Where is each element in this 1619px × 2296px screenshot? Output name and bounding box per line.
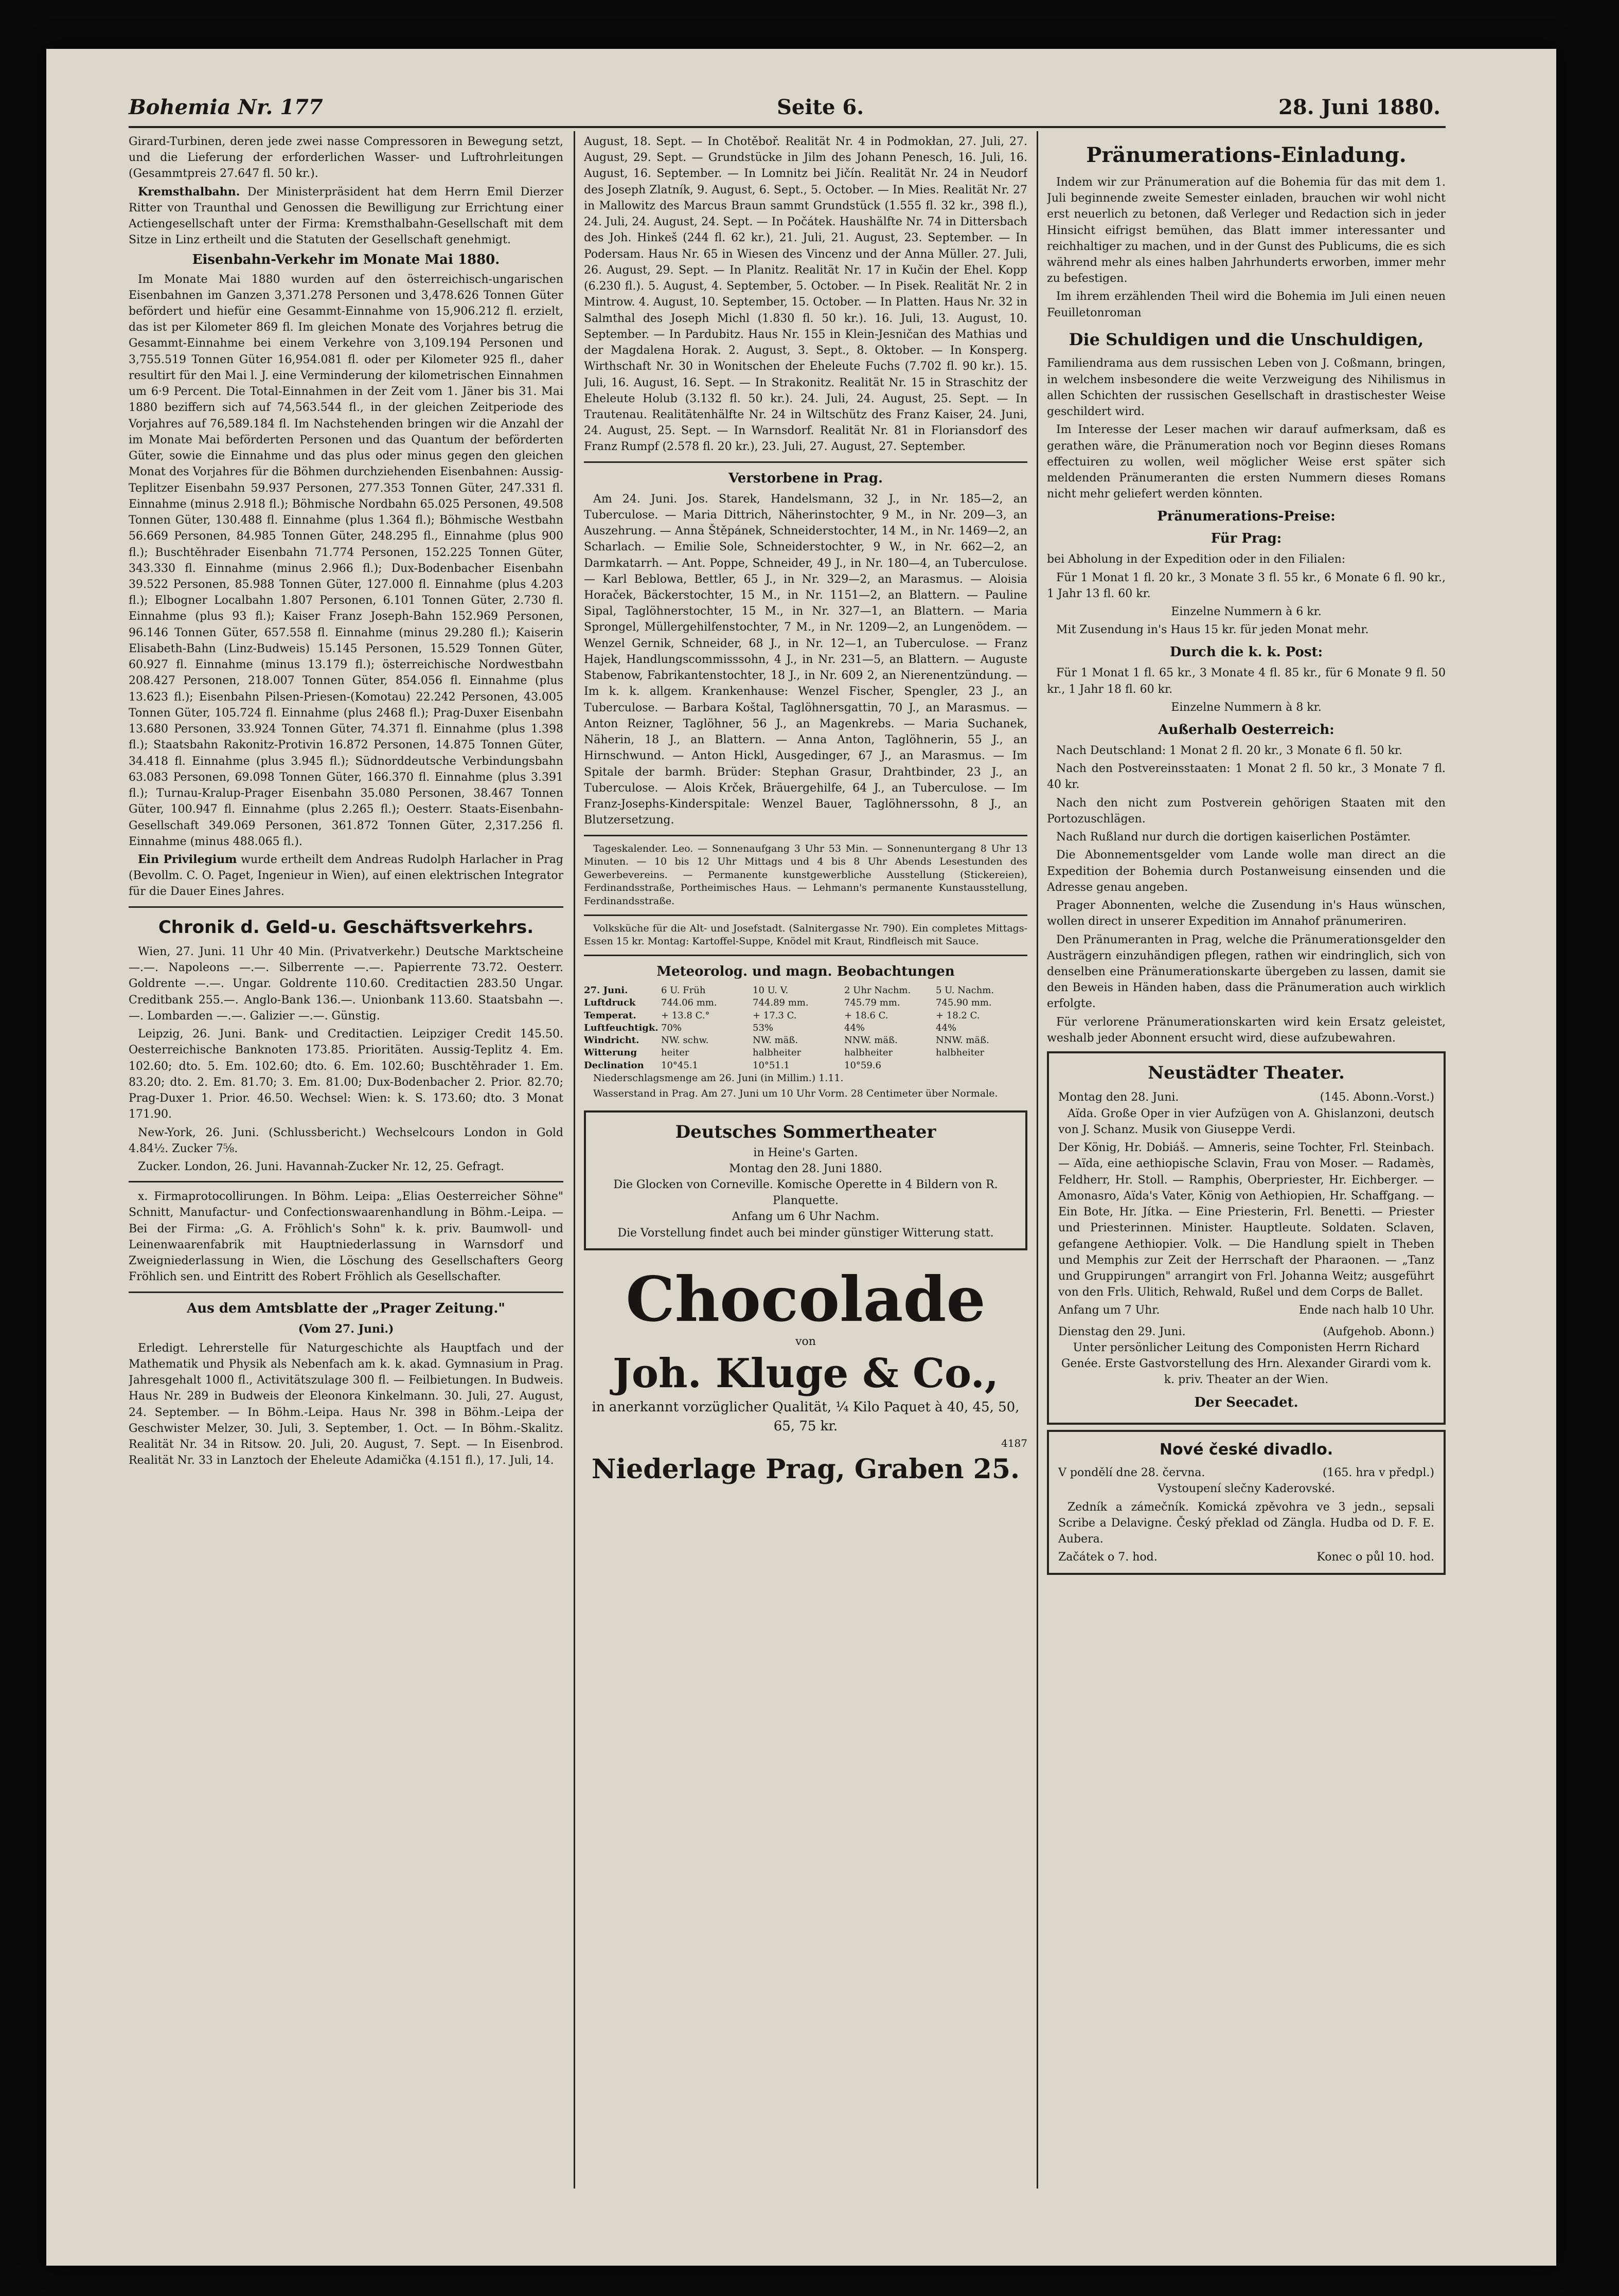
nove-times — [1058, 1549, 1434, 1565]
amtsblatt-text: Erledigt. Lehrerstelle für Naturgeschichte als Hauptfach und der Mathematik und Physik als Nebenfach am k. k. akad. Gymnasium in Prag. Jahresgehalt 1000 fl., Activitätszulage 300 fl. — Feilbietungen. In Budweis. Haus Nr. 289 in Budweis der Eleonora Kinkelmann. 30. Juli, 27. August, 24. September. — In Böhm.-Leipa. Haus Nr. 398 in Böhm.-Leipa der Geschwister Melzer, 30. Juli, 3. September, 1. Oct. — In Böhm.-Skalitz. Realität Nr. 34 in Ritsow. 20. Juli, 20. August, 7. Sept. — In Eisenbrod. Realität Nr. 33 in Lanztoch der Eheleute Adamička (4.151 fl.), 17. Juli, 14. — [129, 1341, 563, 1467]
meteo-cell: + 18.2 C. — [936, 1010, 980, 1021]
meteo-cell: 10 U. V. — [753, 984, 789, 996]
column-rule-1 — [574, 131, 575, 2189]
neustaedter-end: Ende nach halb 10 Uhr. — [1298, 1304, 1434, 1317]
header-center: Seite 6. — [777, 95, 864, 119]
meteo-row — [584, 1060, 1027, 1072]
newyork-paragraph: New-York, 26. Juni. (Schlussbericht.) Wechselcours London in Gold 4.84½. Zucker 7⅝. — [129, 1126, 563, 1155]
meteo-cell: + 13.8 C.° — [661, 1010, 710, 1021]
volkskueche-text: Volksküche für die Alt- und Josefstadt. (Salnitergasse Nr. 790). Ein completes Mittags-Essen 15 kr. Montag: Kartoffel-Suppe, Knödel mit Kraut, Rindfleisch mit Sauce. — [584, 922, 1027, 947]
meteo-cell: 744.06 mm. — [661, 997, 717, 1009]
neustaedter-seecadet: Der Seecadet. — [1194, 1394, 1298, 1410]
kluge-location: Niederlage Prag, Graben 25. — [591, 1453, 1020, 1485]
meteo-header-row — [584, 984, 1027, 997]
meteo-cell: NNW. mäß. — [936, 1035, 989, 1046]
meteo-cell: 745.79 mm. — [844, 997, 900, 1009]
kluge-number: 4187 — [1001, 1437, 1027, 1449]
meteo-heading: Meteorolog. und magn. Beobachtungen — [656, 964, 955, 979]
neustaedter-dateline — [1058, 1089, 1434, 1105]
praenumeration-p3: Familiendrama aus dem russischen Leben von J. Coßmann, bringen, in welchem insbesondere die weite Verzweigung des Nihilismus in allen Schichten der russischen Gesellschaft in drastischester Weise geschildert wird. — [1047, 357, 1446, 419]
meteo-cell: 744.89 mm. — [753, 997, 809, 1009]
neustaedter-aufgeh: (Aufgehob. Abonn.) — [1323, 1325, 1434, 1338]
meteo-wasserstand: Wasserstand in Prag. Am 27. Juni um 10 Uhr Vorm. 28 Centimeter über Normale. — [593, 1087, 998, 1099]
meteo-cell: Luftfeuchtigk. — [584, 1022, 659, 1033]
fuer-prag-heading: Für Prag: — [1211, 531, 1282, 547]
kremsthal-text: Der Ministerpräsident hat dem Herrn Emil Dierzer Ritter von Traunthal und Genossen die Bewilligung zur Errichtung einer Actiengesellschaft unter der Firma: Kremsthalbahn-Gesellschaft mit dem Sitze in Linz ertheilt und die Statuten der Gesellschaft genehmigt. — [129, 185, 563, 247]
preise-heading: Pränumerations-Preise: — [1157, 509, 1336, 525]
meteo-row — [584, 1047, 1027, 1059]
meteo-cell: heiter — [661, 1047, 689, 1059]
privilegium-paragraph — [129, 852, 563, 900]
prag-einzeln: Einzelne Nummern à 6 kr. — [1171, 605, 1322, 618]
praenumeration-p2: Im ihrem erzählenden Theil wird die Bohemia im Juli einen neuen Feuilletonroman — [1047, 290, 1446, 319]
praenumeration-p8: Für verlorene Pränumerationskarten wird kein Ersatz geleistet, weshalb jeder Abonnent ersucht wird, diese aufzubewahren. — [1047, 1015, 1446, 1045]
privilegium-heading: Ein Privilegium — [138, 852, 237, 866]
column-left — [129, 134, 563, 2191]
meteo-row — [584, 1034, 1027, 1047]
meteo-cell: halbheiter — [844, 1047, 893, 1059]
meteo-row — [584, 1022, 1027, 1034]
meteo-cell: 10°51.1 — [753, 1060, 790, 1071]
nove-divadlo-box — [1047, 1430, 1446, 1575]
meteo-cell: 70% — [661, 1022, 682, 1033]
sommertheater-date: Montag den 28. Juni 1880. — [729, 1162, 882, 1175]
ausland-deutschland: Nach Deutschland: 1 Monat 2 fl. 20 kr., 3 Monate 6 fl. 50 kr. — [1056, 744, 1402, 757]
meteo-cell: 6 U. Früh — [661, 984, 706, 996]
praenumeration-p1: Indem wir zur Pränumeration auf die Bohemia für das mit dem 1. Juli beginnende zweite Semester einladen, brauchen wir wohl nicht erst neuerlich zu betonen, daß Verleger und Redaction sich in jeder Hinsicht eifrigst bemühen, das Blatt immer interessanter und reichhaltiger zu machen, und in der Gunst des Publicums, die es sich während mehr als eines halben Jahrhunderts erworben, immer mehr zu befestigen. — [1047, 175, 1446, 285]
neustaedter-box — [1047, 1051, 1446, 1424]
header-rule — [129, 126, 1446, 128]
privilegium-text: wurde ertheilt dem Andreas Rudolph Harlacher in Prag (Bevollm. C. O. Paget, Ingenieur in Wien), auf einen elektrischen Integrator für die Dauer Eines Jahres. — [129, 853, 563, 899]
meteo-cell: + 18.6 C. — [844, 1010, 888, 1021]
divider — [584, 955, 1027, 956]
meteo-cell: Luftdruck — [584, 997, 636, 1009]
neustaedter-abonn: (145. Abonn.-Vorst.) — [1320, 1091, 1434, 1104]
divider — [129, 1292, 563, 1293]
kremsthal-heading: Kremsthalbahn. — [138, 185, 240, 199]
roman-title: Die Schuldigen und die Unschuldigen, — [1069, 329, 1424, 349]
verstorbene-text: Am 24. Juni. Jos. Starek, Handelsmann, 32 J., in Nr. 185—2, an Tuberculose. — Maria Dittrich, Näherinstochter, 9 M., in Nr. 209—3, an Auszehrung. — Anna Štěpánek, Schneiderstochter, 14 M., in Nr. 1469—2, an Scharlach. — Emilie Sole, Schneiderstochter, 9 W., in Nr. 662—2, an Darmkatarrh. — Ant. Poppe, Schneider, 49 J., in Nr. 180—4, an Tuberculose. — Karl Beblowa, Bettler, 65 J., in Nr. 329—2, an Marasmus. — Aloisia Horaček, Bäckerstochter, 15 M., in Nr. 1151—2, an Blattern. — Pauline Sipal, Taglöhnerstochter, 15 M., in Nr. 327—1, an Blattern. — Maria Sprongel, Müllergehilfenstochter, 7 M., in Nr. 1209—2, an Lungenödem. — Wenzel Gernik, Schneider, 68 J., in Nr. 12—1, an Tuberculose. — Franz Hajek, Handlungscommisssohn, 4 J., in Nr. 231—5, an Blattern. — Auguste Stabenow, Fabrikantenstochter, 18 J., in Nr. 609 2, an Nierenentzündung. — Im k. k. allgem. Krankenhause: Wenzel Fischer, Spengler, 23 J., an Tuberculose. — Barbara Koštal, Taglöhnersgattin, 70 J., an Marasmus. — Anton Reizner, Taglöhner, 56 J., an Magenkrebs. — Maria Suchanek, Näherin, 18 J., an Blattern. — Anna Anton, Taglöhnerin, 55 J., an Hirnschwund. — Anton Hickl, Ausgedinger, 67 J., an Marasmus. — Im Spitale der barmh. Brüder: Stephan Grasur, Drahtbinder, 23 J., an Tuberculose. — Alois Krček, Bräuergehilfe, 64 J., an Tuberculose. — Im Franz-Josephs-Kinderspitale: Wenzel Bauer, Taglöhnerssohn, 8 J., an Blutzersetzung. — [584, 492, 1027, 827]
neustaedter-times — [1058, 1302, 1434, 1318]
praenumeration-p6: Prager Abonnenten, welche die Zusendung in's Haus wünschen, wollen direct in unserer Expedition im Annahof pränumeriren. — [1047, 899, 1446, 928]
eisenbahn-text: Im Monate Mai 1880 wurden auf den österreichisch-ungarischen Eisenbahnen im Ganzen 3,371.278 Personen und 3,478.626 Tonnen Güter befördert und hiefür eine Gesammt-Einnahme von 15,906.212 fl. erzielt, das ist per Kilometer 869 fl. Im gleichen Monate des Vorjahres betrug die Gesammt-Einnahme bei einem Verkehre von 3,109.194 Personen und 3,755.519 Tonnen Güter 16,954.081 fl. oder per Kilometer 925 fl., daher resultirt für den Mai l. J. eine Verminderung der kilometrischen Einnahmen um 6·9 Percent. Die Total-Einnahmen in der Zeit vom 1. Jäner bis 31. Mai 1880 beziffern sich auf 74,563.544 fl., in der gleichen Zeitperiode des Vorjahres auf 76,589.184 fl. Im Nachstehenden bringen wir die Anzahl der im Monate Mai beförderten Personen und das Quantum der beförderten Güter, sowie die Einnahme und das plus oder minus gegen den gleichen Monat des Vorjahres für die Böhmen durchziehenden Eisenbahnen: Aussig-Teplitzer Eisenbahn 59.937 Personen, 277.353 Tonnen Güter, 247.331 fl. Einnahme (minus 2.918 fl.); Böhmische Nordbahn 65.025 Personen, 49.508 Tonnen Güter, 130.488 fl. Einnahme (plus 1.364 fl.); Böhmische Westbahn 56.669 Personen, 84.985 Tonnen Güter, 248.295 fl., Einnahme (plus 900 fl.); Buschtěhrader Eisenbahn 71.774 Personen, 152.225 Tonnen Güter, 343.330 fl. Einnahme (minus 2.966 fl.); Dux-Bodenbacher Eisenbahn 39.522 Personen, 85.988 Tonnen Güter, 127.000 fl. Einnahme (plus 4.203 fl.); Elbogner Localbahn 1.807 Personen, 6.101 Tonnen Güter, 2.730 fl. Einnahme (plus 93 fl.); Kaiser Franz Joseph-Bahn 152.969 Personen, 96.146 Tonnen Güter, 657.558 fl. Einnahme (minus 29.280 fl.); Kaiserin Elisabeth-Bahn (Linz-Budweis) 15.145 Personen, 15.529 Tonnen Güter, 60.927 fl. Einnahme (minus 13.179 fl.); österreichische Nordwestbahn 208.427 Personen, 218.007 Tonnen Güter, 854.056 fl. Einnahme (plus 13.623 fl.); Eisenbahn Pilsen-Priesen-(Komotau) 22.242 Personen, 43.005 Tonnen Güter, 105.724 fl. Einnahme (plus 2468 fl.); Prag-Duxer Eisenbahn 13.680 Personen, 33.924 Tonnen Güter, 74.371 fl. Einnahme (plus 1.398 fl.); Staatsbahn Rakonitz-Protivin 16.872 Personen, 14.875 Tonnen Güter, 34.418 fl. Einnahme (plus 3.945 fl.); Südnorddeutsche Verbindungsbahn 63.083 Personen, 69.098 Tonnen Güter, 166.370 fl. Einnahme (plus 3.391 fl.); Turnau-Kralup-Prager Eisenbahn 35.080 Personen, 38.467 Tonnen Güter, 100.947 fl. Einnahme (plus 2.265 fl.); Oesterr. Staats-Eisenbahn-Gesellschaft 349.069 Personen, 361.872 Tonnen Güter, 2,317.256 fl. Einnahme (minus 488.065 fl.). — [129, 273, 563, 848]
meteo-cell: 27. Juni. — [584, 984, 628, 996]
post-preise: Für 1 Monat 1 fl. 65 kr., 3 Monate 4 fl. 85 kr., für 6 Monate 9 fl. 50 kr., 1 Jahr 18 fl. 60 kr. — [1047, 667, 1446, 696]
prag-abholung: bei Abholung in der Expedition oder in den Filialen: — [1047, 553, 1346, 566]
meteo-cell: 10°59.6 — [844, 1060, 881, 1071]
meteo-cell: halbheiter — [936, 1047, 985, 1059]
neustaedter-girardi: Unter persönlicher Leitung des Componisten Herrn Richard Genée. Erste Gastvorstellung des Hrn. Alexander Girardi vom k. k. priv. Theater an der Wien. — [1061, 1341, 1432, 1387]
meteo-cell: 44% — [844, 1022, 865, 1033]
feilbietungen-text: August, 18. Sept. — In Chotěboř. Realität Nr. 4 in Podmokłan, 27. Juli, 27. August, 29. Sept. — Grundstücke in Jilm des Johann Penesch, 16. Juli, 16. August, 16. September. — In Lomnitz bei Jičín. Realität Nr. 24 in Neudorf des Joseph Zlatník, 9. August, 6. Sept., 5. October. — In Mies. Realität Nr. 27 in Mallowitz des Marcus Braun sammt Grundstück (1.555 fl. 32 kr., 398 fl.), 24. Juli, 24. August, 24. Sept. — In Počátek. Haushälfte Nr. 74 in Dittersbach des Joh. Hinkeš (244 fl. 62 kr.), 21. Juli, 21. August, 23. September. — In Podersam. Haus Nr. 65 in Wiesen des Vincenz und der Anna Müller. 27. Juli, 26. August, 29. Sept. — In Planitz. Realität Nr. 17 in Kučin der Ehel. Kopp (6.230 fl.). 5. August, 4. September, 5. October. — In Pisek. Realität Nr. 2 in Mintrow. 4. August, 10. September, 15. October. — In Platten. Haus Nr. 32 in Salmthal des Joseph Michl (1.830 fl. 50 kr.). 16. Juli, 13. August, 10. September. — In Pardubitz. Haus Nr. 155 in Klein-Jesničan des Mathias und der Magdalena Horak. 2. August, 3. Sept., 8. Oktober. — In Konsperg. Wirthschaft Nr. 30 in Wonitschen der Eheleute Fuchs (7.702 fl. 90 kr.). 15. Juli, 16. August, 16. Sept. — In Strakonitz. Realität Nr. 15 in Straschitz der Eheleute Holub (3.132 fl. 50 kr.). 24. Juli, 24. August, 25. Sept. — In Trautenau. Realitätenhälfte Nr. 24 in Wiltschütz des Franz Kaiser, 24. Juni, 24. August, 25. Sept. — In Warnsdorf. Realität Nr. 81 in Floriansdorf des Franz Rumpf (2.578 fl. 20 kr.), 23. Juli, 27. August, 27. September. — [584, 135, 1027, 454]
column-rule-2 — [1037, 131, 1038, 2189]
sommertheater-box — [584, 1110, 1027, 1250]
eisenbahn-heading: Eisenbahn-Verkehr im Monate Mai 1880. — [192, 252, 500, 267]
ausland-russland: Nach Rußland nur durch die dortigen kaiserlichen Postämter. — [1056, 831, 1411, 844]
neustaedter-cast: Der König, Hr. Dobiáš. — Amneris, seine Tochter, Frl. Steinbach. — Aïda, eine aethiopische Sclavin, Frau von Moser. — Radamès, Feldherr, Hr. Stoll. — Ramphis, Oberpriester, Hr. Eichberger. — Amonasro, Aïda's Vater, König von Aethiopien, Hr. Schaffgang. — Ein Bote, Hr. Jítka. — Eine Priesterin, Frl. Benetti. — Priester und Priesterinnen. Minister. Hauptleute. Soldaten. Sclaven, gefangene Aethiopier. Volk. — Die Handlung spielt in Theben und Memphis zur Zeit der Herrschaft der Pharaonen. — „Tanz und Gruppirungen" arrangirt von Frl. Johanna Weitz; ausgeführt von den Frls. Ulitich, Rehwald, Rußel und dem Corps de Ballet. — [1058, 1141, 1434, 1299]
header-right: 28. Juni 1880. — [1278, 95, 1440, 119]
praenumeration-p7: Den Pränumeranten in Prag, welche die Pränumerationsgelder den Austrägern einzuhändigen pflegen, rathen wir eindringlich, sich von denselben eine Pränumerationskarte übergeben zu lassen, damit sie den Beweis in Händen haben, dass die Pränumeration auch wirklich erfolgte. — [1047, 933, 1446, 1011]
nove-dateline — [1058, 1465, 1434, 1481]
ausland-nicht-postverein: Nach den nicht zum Postverein gehörigen Staaten mit den Portozuschlägen. — [1047, 796, 1446, 826]
column-middle — [584, 134, 1027, 2191]
meteo-row — [584, 997, 1027, 1009]
neustaedter-start: Anfang um 7 Uhr. — [1058, 1304, 1160, 1317]
newspaper-page — [46, 49, 1556, 2266]
sommertheater-note: Die Vorstellung findet auch bei minder günstiger Witterung statt. — [617, 1226, 994, 1240]
meteo-cell: NNW. mäß. — [844, 1035, 898, 1046]
leipzig-paragraph: Leipzig, 26. Juni. Bank- und Creditactien. Leipziger Credit 145.50. Oesterreichische Banknoten 173.85. Prioritäten. Aussig-Teplitz 4. Em. 102.60; dto. 5. Em. 102.60; dto. 6. Em. 102.60; Buschtěhrader 1. Em. 83.20; dto. 2. Em. 81.70; 3. Em. 81.00; Dux-Bodenbacher 2. Prior. 82.70; Prag-Duxer 1. Prior. 46.50. Wechsel: Wien: k. S. 173.60; dto. 3 Monat 171.90. — [129, 1028, 563, 1121]
nove-play: Zedník a zámečník. Komická zpěvohra ve 3 jedn., sepsali Scribe a Delavigne. Český překlad od Zängla. Hudba od D. F. E. Aubera. — [1058, 1500, 1434, 1546]
meteo-cell: 2 Uhr Nachm. — [844, 984, 911, 996]
chocolade-von: von — [795, 1335, 816, 1348]
kluge-name: Joh. Kluge & Co., — [612, 1350, 999, 1397]
nove-end: Konec o půl 10. hod. — [1316, 1551, 1434, 1564]
meteo-cell: 5 U. Nachm. — [936, 984, 994, 996]
zucker-paragraph: Zucker. London, 26. Juni. Havannah-Zucker Nr. 12, 25. Gefragt. — [138, 1160, 505, 1173]
wien-paragraph: Wien, 27. Juni. 11 Uhr 40 Min. (Privatverkehr.) Deutsche Marktscheine —.—. Napoleons —.—. Silberrente —.—. Papierrente 73.72. Oesterr. Goldrente —.—. Ungar. Goldrente 110.60. Creditactien 283.50 Ungar. Creditbank 255.—. Anglo-Bank 136.—. Unionbank 113.60. Staatsbahn —.—. Lombarden —.—. Galizier —.—. Günstig. — [129, 945, 563, 1023]
nove-abon: (165. hra v předpl.) — [1322, 1466, 1434, 1480]
divider — [584, 835, 1027, 836]
meteo-cell: 745.90 mm. — [936, 997, 992, 1009]
meteo-cell: 44% — [936, 1022, 957, 1033]
turbinen-paragraph: Girard-Turbinen, deren jede zwei nasse Compressoren in Bewegung setzt, und die Lieferung der erforderlichen Wasser- und Luftrohrleitungen (Gesammtpreis 27.647 fl. 50 kr.). — [129, 135, 563, 181]
divider — [129, 1181, 563, 1182]
meteo-row — [584, 1010, 1027, 1022]
meteo-niederschlag: Niederschlagsmenge am 26. Juni (in Millim.) 1.11. — [593, 1072, 844, 1084]
kremsthal-paragraph — [129, 184, 563, 248]
amtsblatt-subheading: (Vom 27. Juni.) — [298, 1322, 394, 1336]
meteo-cell: Temperat. — [584, 1010, 636, 1021]
meteo-cell: 10°45.1 — [661, 1060, 698, 1071]
sommertheater-subtitle: in Heine's Garten. — [753, 1146, 858, 1159]
page-header — [129, 95, 1440, 126]
ausland-heading: Außerhalb Oesterreich: — [1158, 722, 1335, 738]
neustaedter-dienstag: Dienstag den 29. Juni. — [1058, 1325, 1186, 1338]
meteo-cell: + 17.3 C. — [753, 1010, 797, 1021]
ausland-postverein: Nach den Postvereinsstaaten: 1 Monat 2 fl. 50 kr., 3 Monate 7 fl. 40 kr. — [1047, 762, 1446, 792]
sommertheater-title: Deutsches Sommertheater — [675, 1122, 936, 1143]
meteo-cell: 53% — [753, 1022, 774, 1033]
nove-divadlo-heading: Nové české divadlo. — [1159, 1440, 1333, 1459]
meteo-table — [584, 984, 1027, 1072]
chronik-heading: Chronik d. Geld-u. Geschäftsverkehrs. — [158, 917, 534, 938]
divider — [584, 914, 1027, 916]
meteo-cell — [936, 1060, 1027, 1072]
kluge-quality: in anerkannt vorzüglicher Qualität, ¼ Kilo Paquet à 40, 45, 50, 65, 75 kr. — [592, 1399, 1020, 1434]
praenumeration-heading: Pränumerations-Einladung. — [1086, 143, 1407, 167]
chocolade-ad — [584, 1263, 1027, 1488]
nove-start: Začátek o 7. hod. — [1058, 1551, 1158, 1564]
meteo-cell: Windricht. — [584, 1035, 639, 1046]
prag-zusendung: Mit Zusendung in's Haus 15 kr. für jeden Monat mehr. — [1056, 623, 1369, 637]
tageskalender-text: Tageskalender. Leo. — Sonnenaufgang 3 Uhr 53 Min. — Sonnenuntergang 8 Uhr 13 Minuten. — 10 bis 12 Uhr Mittags und 4 bis 8 Uhr Abends Lesestunden des Gewerbevereins. — Permanente kunstgewerbliche Ausstellung (Stickereien), Ferdinandsstraße, Portheimisches Haus. — Lehmann's permanente Kunstausstellung, Ferdinandsstraße. — [584, 842, 1027, 907]
meteo-cell: NW. mäß. — [753, 1035, 798, 1046]
sommertheater-time: Anfang um 6 Uhr Nachm. — [732, 1210, 880, 1224]
post-heading: Durch die k. k. Post: — [1169, 644, 1323, 660]
neustaedter-aida: Aïda. Große Oper in vier Aufzügen von A. Ghislanzoni, deutsch von J. Schanz. Musik von Giuseppe Verdi. — [1058, 1107, 1434, 1136]
divider — [129, 906, 563, 908]
verstorbene-heading: Verstorbene in Prag. — [728, 470, 883, 486]
chocolade-title: Chocolade — [626, 1263, 986, 1336]
nove-vystoupeni: Vystoupení slečny Kaderovské. — [1157, 1482, 1335, 1496]
sommertheater-play: Die Glocken von Corneville. Komische Operette in 4 Bildern von R. Planquette. — [613, 1178, 998, 1208]
firma-paragraph: x. Firmaprotocollirungen. In Böhm. Leipa: „Elias Oesterreicher Söhne" Schnitt, Manufactur- und Confectionswaarenhandlung in Böhm.-Leipa. — Bei der Firma: „G. A. Fröhlich's Sohn" k. k. priv. Baumwoll- und Leinenwaarenfabrik mit Hauptniederlassung in Warnsdorf und Zweigniederlassung in Wien, die Löschung des Gesellschafters Georg Fröhlich sen. und Eintritt des Robert Fröhlich als Gesellschafter. — [129, 1190, 563, 1284]
nove-date: V pondělí dne 28. června. — [1058, 1466, 1205, 1480]
neustaedter-dienstag-line — [1058, 1324, 1434, 1340]
post-einzeln: Einzelne Nummern à 8 kr. — [1171, 701, 1322, 714]
meteo-cell: NW. schw. — [661, 1035, 709, 1046]
amtsblatt-heading: Aus dem Amtsblatte der „Prager Zeitung." — [187, 1300, 505, 1316]
praenumeration-p5: Die Abonnementsgelder vom Lande wolle man direct an die Expedition der Bohemia durch Postanweisung einsenden und die Adresse genau angeben. — [1047, 849, 1446, 894]
meteo-cell: Declination — [584, 1060, 644, 1071]
neustaedter-heading: Neustädter Theater. — [1148, 1063, 1345, 1084]
meteo-cell: Witterung — [584, 1047, 637, 1059]
neustaedter-date: Montag den 28. Juni. — [1058, 1091, 1179, 1104]
prag-preise: Für 1 Monat 1 fl. 20 kr., 3 Monate 3 fl. 55 kr., 6 Monate 6 fl. 90 kr., 1 Jahr 13 fl. 60 kr. — [1047, 571, 1446, 600]
praenumeration-p4: Im Interesse der Leser machen wir darauf aufmerksam, daß es gerathen wäre, die Pränumeration noch vor Beginn dieses Romans effectuiren zu wollen, weil möglicher Weise erst später sich meldenden Pränumeranten die ersten Nummern dieses Romans nicht mehr geliefert werden könnten. — [1047, 423, 1446, 501]
column-right — [1047, 134, 1446, 2191]
header-left: Bohemia Nr. 177 — [129, 95, 323, 119]
divider — [584, 461, 1027, 463]
meteo-cell: halbheiter — [753, 1047, 802, 1059]
